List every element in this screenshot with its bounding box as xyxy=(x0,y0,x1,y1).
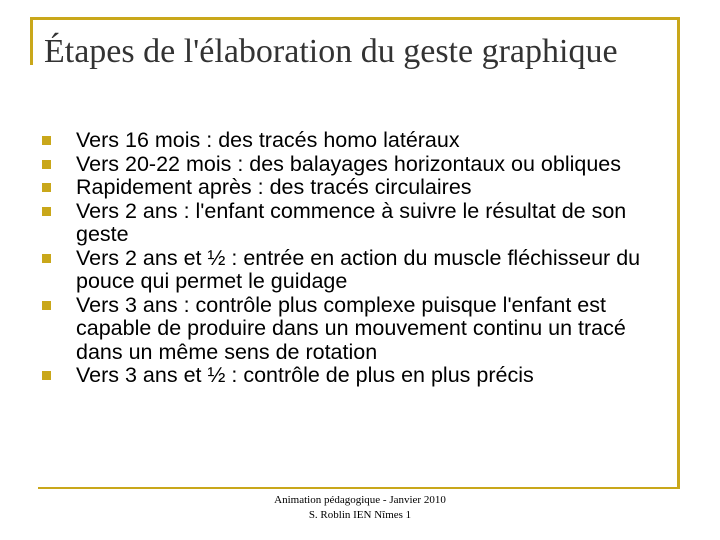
square-bullet-icon xyxy=(42,371,51,380)
bullet-text: Vers 16 mois : des tracés homo latéraux xyxy=(76,128,460,152)
bullet-text: Vers 2 ans : l'enfant commence à suivre le résultat de son geste xyxy=(76,198,627,246)
bullet-text: Vers 20-22 mois : des balayages horizontaux ou obliques xyxy=(76,151,622,176)
bullet-text: Rapidement après : des tracés circulaires xyxy=(76,175,472,199)
square-bullet-icon xyxy=(42,136,51,145)
slide-title: Étapes de l'élaboration du geste graphique xyxy=(44,33,618,70)
bullet-item xyxy=(40,200,670,247)
square-bullet-icon xyxy=(42,301,51,310)
bullet-item xyxy=(40,247,670,294)
square-bullet-icon xyxy=(42,254,51,263)
bullet-text: Vers 2 ans et ½ : entrée en action du muscle fléchisseur du pouce qui permet le guidage xyxy=(76,245,641,293)
bullet-item xyxy=(40,129,670,153)
frame-right-line xyxy=(677,17,680,489)
bullet-item xyxy=(40,364,670,388)
footer-line-1: Animation pédagogique - Janvier 2010 xyxy=(274,494,446,506)
bullet-text: Vers 3 ans : contrôle plus complexe puisque l'enfant est capable de produire dans un mouvement continu un tracé dans un même sens de rotation xyxy=(76,292,626,364)
bullet-list xyxy=(40,129,670,388)
bullet-item xyxy=(40,294,670,365)
frame-top-line xyxy=(30,17,679,20)
bullet-item xyxy=(40,153,670,177)
square-bullet-icon xyxy=(42,160,51,169)
bullet-text: Vers 3 ans et ½ : contrôle de plus en plus précis xyxy=(76,363,534,387)
bullet-item xyxy=(40,176,670,200)
slide-footer xyxy=(200,493,520,523)
frame-bottom-line xyxy=(38,487,680,489)
frame-left-line xyxy=(30,17,33,65)
square-bullet-icon xyxy=(42,183,51,192)
footer-line-2: S. Roblin IEN Nîmes 1 xyxy=(308,509,412,521)
square-bullet-icon xyxy=(42,207,51,216)
